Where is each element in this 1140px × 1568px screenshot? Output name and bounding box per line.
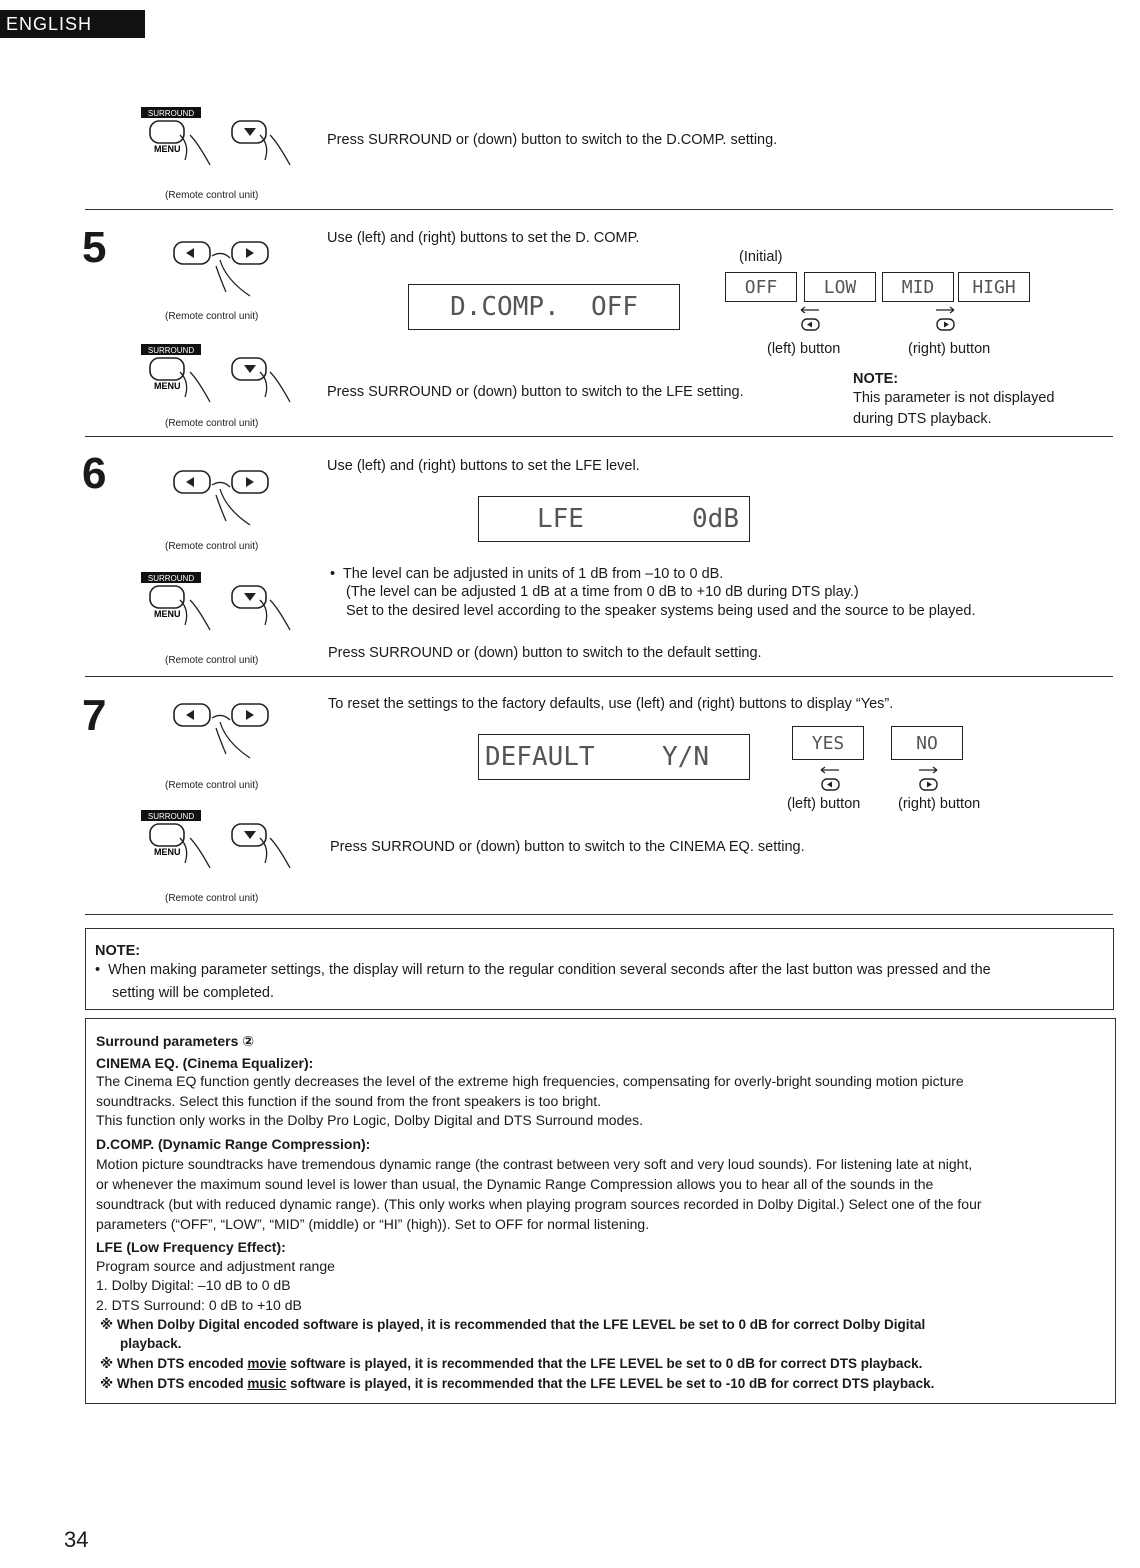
left-right-remote-illustration — [170, 700, 290, 760]
svg-text:MENU: MENU — [154, 144, 181, 154]
step5-press-text: Press SURROUND or (down) button to switch to the LFE setting. — [327, 384, 744, 400]
paragraph-line: This function only works in the Dolby Pro Logic, Dolby Digital and DTS Surround modes. — [96, 1112, 644, 1128]
paragraph-line: Program source and adjustment range — [96, 1258, 335, 1274]
language-tab: ENGLISH — [0, 10, 145, 38]
left-button-caption: (left) button — [767, 341, 841, 357]
list-item: 1. Dolby Digital: –10 dB to 0 dB — [96, 1277, 291, 1293]
recommendation: ※ When DTS encoded movie software is played, it is recommended that the LFE LEVEL be set to 0 dB for correct DTS playback. — [100, 1356, 923, 1371]
note-text: This parameter is not displayed — [853, 390, 1055, 406]
page-number: 34 — [64, 1527, 89, 1552]
recommendation: ※ When DTS encoded music software is played, it is recommended that the LFE LEVEL be set to -10 dB for correct DTS playback. — [100, 1376, 935, 1391]
right-button-caption: (right) button — [908, 341, 991, 357]
note-text: during DTS playback. — [853, 411, 992, 427]
option-yes: YES — [792, 726, 864, 760]
option-low: LOW — [804, 272, 876, 302]
remote-caption: (Remote control unit) — [165, 418, 259, 429]
list-item: 2. DTS Surround: 0 dB to +10 dB — [96, 1297, 302, 1313]
svg-text:SURROUND: SURROUND — [147, 346, 195, 355]
recommendation: ※ When Dolby Digital encoded software is played, it is recommended that the LFE LEVEL be set to 0 dB for correct Dolby Digital — [100, 1317, 926, 1332]
right-arrow-icon — [913, 766, 943, 792]
remote-caption: (Remote control unit) — [165, 655, 259, 666]
remote-caption: (Remote control unit) — [165, 780, 259, 791]
svg-text:SURROUND: SURROUND — [147, 812, 195, 821]
svg-text:MENU: MENU — [154, 381, 181, 391]
paragraph-line: parameters (“OFF”, “LOW”, “MID” (middle) or “HI” (high)). Set to OFF for normal listening. — [96, 1216, 650, 1232]
paragraph-line: soundtrack (but with reduced dynamic range). (This only works when playing program sources recorded in Dolby Digital.) Select one of the four — [96, 1196, 982, 1212]
note-title: NOTE: — [95, 943, 141, 959]
step6-press-text: Press SURROUND or (down) button to switch to the default setting. — [328, 645, 762, 661]
remote-caption: (Remote control unit) — [165, 893, 259, 904]
divider — [85, 209, 1113, 210]
note-box — [85, 928, 1114, 1010]
left-right-remote-illustration — [170, 467, 290, 527]
bullet-item-cont: Set to the desired level according to the speaker systems being used and the source to be played. — [346, 603, 976, 619]
svg-text:SURROUND: SURROUND — [147, 109, 195, 118]
divider — [85, 914, 1113, 915]
left-arrow-icon — [815, 766, 845, 792]
bullet-item-cont: (The level can be adjusted 1 dB at a time from 0 dB to +10 dB during DTS play.) — [346, 584, 859, 600]
initial-label: (Initial) — [739, 249, 783, 265]
option-high: HIGH — [958, 272, 1030, 302]
svg-text:MENU: MENU — [154, 609, 181, 619]
option-no: NO — [891, 726, 963, 760]
lcd-display-lfe: LFE 0dB — [478, 496, 750, 542]
remote-caption: (Remote control unit) — [165, 541, 259, 552]
svg-text:SURROUND: SURROUND — [147, 574, 195, 583]
step7-use-text: To reset the settings to the factory defaults, use (left) and (right) buttons to display “Yes”. — [328, 696, 894, 712]
note-text: setting will be completed. — [112, 985, 274, 1001]
step5-use-text: Use (left) and (right) buttons to set the D. COMP. — [327, 230, 640, 246]
section-title: Surround parameters ② — [96, 1033, 255, 1049]
svg-text:MENU: MENU — [154, 847, 181, 857]
right-button-caption: (right) button — [898, 796, 981, 812]
surround-menu-remote-illustration — [140, 105, 310, 185]
bullet-item: • The level can be adjusted in units of 1 dB from –10 to 0 dB. — [330, 566, 724, 582]
step7-press-text: Press SURROUND or (down) button to switch to the CINEMA EQ. setting. — [330, 839, 805, 855]
step-number: 7 — [82, 691, 107, 740]
note-text: • When making parameter settings, the display will return to the regular condition several seconds after the last button was pressed and the — [95, 962, 991, 978]
note-title: NOTE: — [853, 371, 899, 387]
paragraph-line: or whenever the maximum sound level is lower than usual, the Dynamic Range Compression allows you to hear all of the sounds in the — [96, 1176, 934, 1192]
paragraph-line: Motion picture soundtracks have tremendous dynamic range (the contrast between very soft and very loud sounds). For listening late at night, — [96, 1156, 973, 1172]
recommendation-cont: playback. — [120, 1336, 182, 1351]
surround-menu-remote-illustration — [140, 342, 310, 422]
paragraph-line: soundtracks. Select this function if the sound from the front speakers is too bright. — [96, 1093, 602, 1109]
step-number: 6 — [82, 449, 107, 498]
divider — [85, 676, 1113, 677]
step-number: 5 — [82, 223, 107, 272]
subsection-title: LFE (Low Frequency Effect): — [96, 1239, 286, 1255]
surround-menu-remote-illustration — [140, 570, 310, 650]
surround-menu-remote-illustration — [140, 808, 310, 888]
option-off: OFF — [725, 272, 797, 302]
paragraph-line: The Cinema EQ function gently decreases the level of the extreme high frequencies, compensating for overly-bright sounding motion picture — [96, 1073, 964, 1089]
remote-caption: (Remote control unit) — [165, 190, 259, 201]
left-button-caption: (left) button — [787, 796, 861, 812]
divider — [85, 436, 1113, 437]
option-mid: MID — [882, 272, 954, 302]
remote-caption: (Remote control unit) — [165, 311, 259, 322]
left-arrow-icon — [795, 306, 825, 332]
lcd-display-default: DEFAULT Y/N — [478, 734, 750, 780]
lcd-display-dcomp: D.COMP. OFF — [408, 284, 680, 330]
subsection-title: CINEMA EQ. (Cinema Equalizer): — [96, 1055, 314, 1071]
left-right-remote-illustration — [170, 238, 290, 298]
right-arrow-icon — [930, 306, 960, 332]
surround-parameters-box — [85, 1018, 1116, 1404]
step4-press-text: Press SURROUND or (down) button to switch to the D.COMP. setting. — [327, 132, 778, 148]
step6-use-text: Use (left) and (right) buttons to set the LFE level. — [327, 458, 640, 474]
subsection-title: D.COMP. (Dynamic Range Compression): — [96, 1136, 371, 1152]
